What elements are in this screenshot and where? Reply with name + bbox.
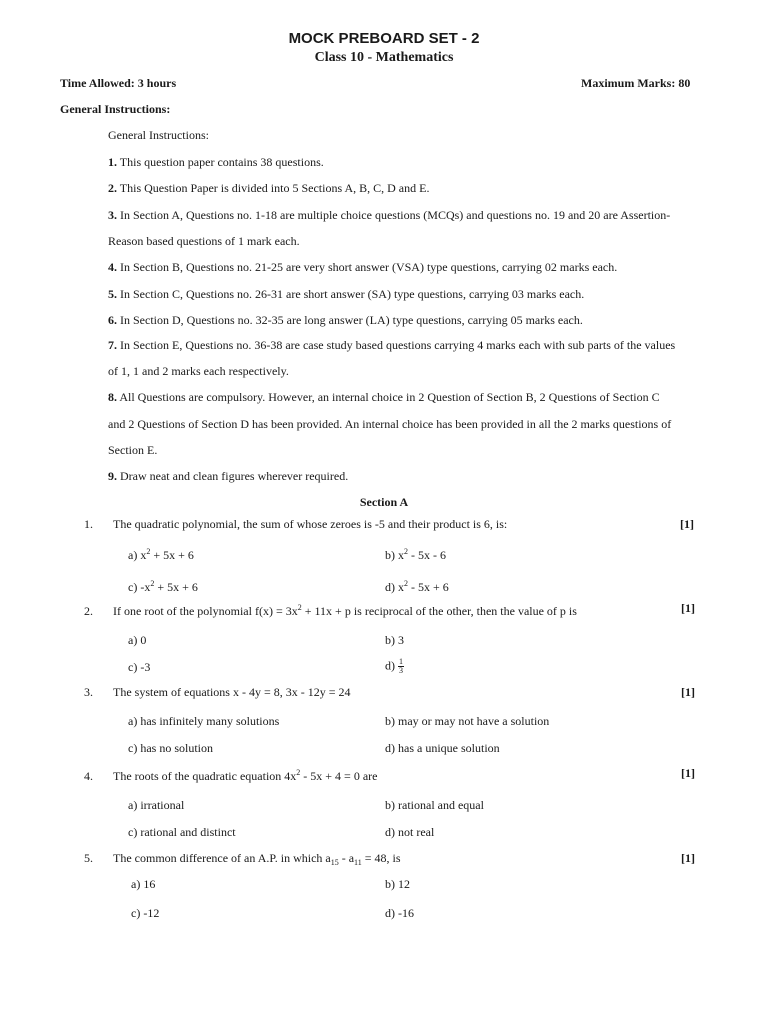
instruction-text: In Section E, Questions no. 36-38 are case study based questions carrying 4 marks each with sub parts of the values bbox=[120, 338, 676, 352]
question-marks: [1] bbox=[681, 766, 695, 780]
question-marks: [1] bbox=[681, 851, 695, 865]
option-c: c) rational and distinct bbox=[128, 825, 236, 839]
option-d: d) $x^2 - 5x + 6$ bbox=[385, 579, 449, 594]
option-c: c) -12 bbox=[131, 906, 160, 920]
instruction-text: This question paper contains 38 questions. bbox=[119, 155, 324, 169]
instruction-text: In Section D, Questions no. 32-35 are long answer (LA) type questions, carrying 05 marks each. bbox=[120, 313, 583, 327]
instruction-text: All Questions are compulsory. However, an internal choice in 2 Question of Section B, 2 Questions of Section C bbox=[119, 390, 660, 404]
section-heading: Section A bbox=[359, 495, 409, 509]
option-d: d) has a unique solution bbox=[385, 741, 500, 755]
instruction-number: 4. bbox=[108, 260, 117, 274]
instructions-intro: General Instructions: bbox=[108, 128, 209, 142]
instruction-item bbox=[108, 208, 670, 223]
instruction-number: 5. bbox=[108, 287, 117, 301]
option-c: c) has no solution bbox=[128, 741, 213, 755]
instruction-number: 1. bbox=[108, 155, 117, 169]
instruction-continuation: Section E. bbox=[108, 443, 158, 457]
option-a: a) 0 bbox=[128, 633, 147, 647]
instruction-continuation: Reason based questions of 1 mark each. bbox=[108, 234, 300, 248]
question-number: 3. bbox=[84, 685, 93, 699]
instruction-number: 3. bbox=[108, 208, 117, 222]
question-number: 2. bbox=[84, 604, 93, 618]
paper-subtitle: Class 10 - Mathematics bbox=[314, 50, 454, 65]
option-a: a) $x^2 + 5x + 6$ bbox=[128, 547, 194, 562]
instruction-number: 6. bbox=[108, 313, 117, 327]
instruction-number: 2. bbox=[108, 181, 117, 195]
instruction-item bbox=[108, 155, 324, 170]
question-number: 5. bbox=[84, 851, 93, 865]
question-text: The system of equations x - 4y = 8, 3x - 12y = 24 bbox=[113, 685, 351, 699]
option-d: d) not real bbox=[385, 825, 435, 839]
option-c: c) -3 bbox=[128, 660, 151, 674]
instruction-item bbox=[108, 469, 348, 484]
question-number: 1. bbox=[84, 517, 93, 531]
instruction-item bbox=[108, 181, 429, 196]
question-marks: [1] bbox=[681, 601, 695, 615]
instruction-item bbox=[108, 390, 660, 405]
instruction-item bbox=[108, 260, 617, 275]
option-a: a) has infinitely many solutions bbox=[128, 714, 280, 728]
option-c: c) $-x^2 + 5x + 6$ bbox=[128, 579, 198, 594]
instruction-text: In Section B, Questions no. 21-25 are very short answer (VSA) type questions, carrying 02 marks each. bbox=[120, 260, 618, 274]
instruction-number: 9. bbox=[108, 469, 117, 483]
general-instructions-heading: General Instructions: bbox=[60, 102, 171, 116]
option-a: a) irrational bbox=[128, 798, 185, 812]
option-d: d) -16 bbox=[385, 906, 414, 920]
question-marks: [1] bbox=[680, 517, 694, 531]
option-a: a) 16 bbox=[131, 877, 156, 891]
question-text: The quadratic polynomial, the sum of whose zeroes is -5 and their product is 6, is: bbox=[113, 517, 508, 531]
fraction: $\frac{1}{3}$ bbox=[399, 657, 403, 675]
time-allowed: Time Allowed: 3 hours bbox=[60, 76, 177, 90]
instruction-item bbox=[108, 313, 583, 328]
instruction-text: In Section C, Questions no. 26-31 are short answer (SA) type questions, carrying 03 marks each. bbox=[120, 287, 585, 301]
instruction-continuation: and 2 Questions of Section D has been provided. An internal choice has been provided in all the 2 marks questions of bbox=[108, 417, 672, 431]
question-text: The common difference of an A.P. in which $a_{15} - a_{11} = 48$, is bbox=[113, 851, 401, 867]
instruction-continuation: of 1, 1 and 2 marks each respectively. bbox=[108, 364, 289, 378]
option-b: b) rational and equal bbox=[385, 798, 484, 812]
instruction-item bbox=[108, 287, 584, 302]
option-b: b) may or may not have a solution bbox=[385, 714, 550, 728]
option-b: b) $x^2 - 5x - 6$ bbox=[385, 547, 446, 562]
question-text: The roots of the quadratic equation $4x^2 - 5x + 4 = 0$ are bbox=[113, 768, 378, 783]
instruction-text: In Section A, Questions no. 1-18 are multiple choice questions (MCQs) and questions no. 19 and 20 are Assertion- bbox=[120, 208, 671, 222]
instruction-item bbox=[108, 338, 675, 353]
paper-title: MOCK PREBOARD SET - 2 bbox=[288, 30, 480, 47]
instruction-text: This Question Paper is divided into 5 Sections A, B, C, D and E. bbox=[119, 181, 430, 195]
option-b: b) 3 bbox=[385, 633, 404, 647]
maximum-marks: Maximum Marks: 80 bbox=[581, 76, 691, 90]
instruction-number: 8. bbox=[108, 390, 117, 404]
instruction-number: 7. bbox=[108, 338, 117, 352]
option-b: b) 12 bbox=[385, 877, 410, 891]
question-marks: [1] bbox=[681, 685, 695, 699]
instruction-text: Draw neat and clean figures wherever required. bbox=[120, 469, 349, 483]
option-d: d) $\frac{1}{3}$ bbox=[385, 657, 403, 675]
question-text: If one root of the polynomial $f(x) = 3x^2 + 11x + p$ is reciprocal of the other, then the value of p is bbox=[113, 603, 577, 618]
question-number: 4. bbox=[84, 769, 93, 783]
